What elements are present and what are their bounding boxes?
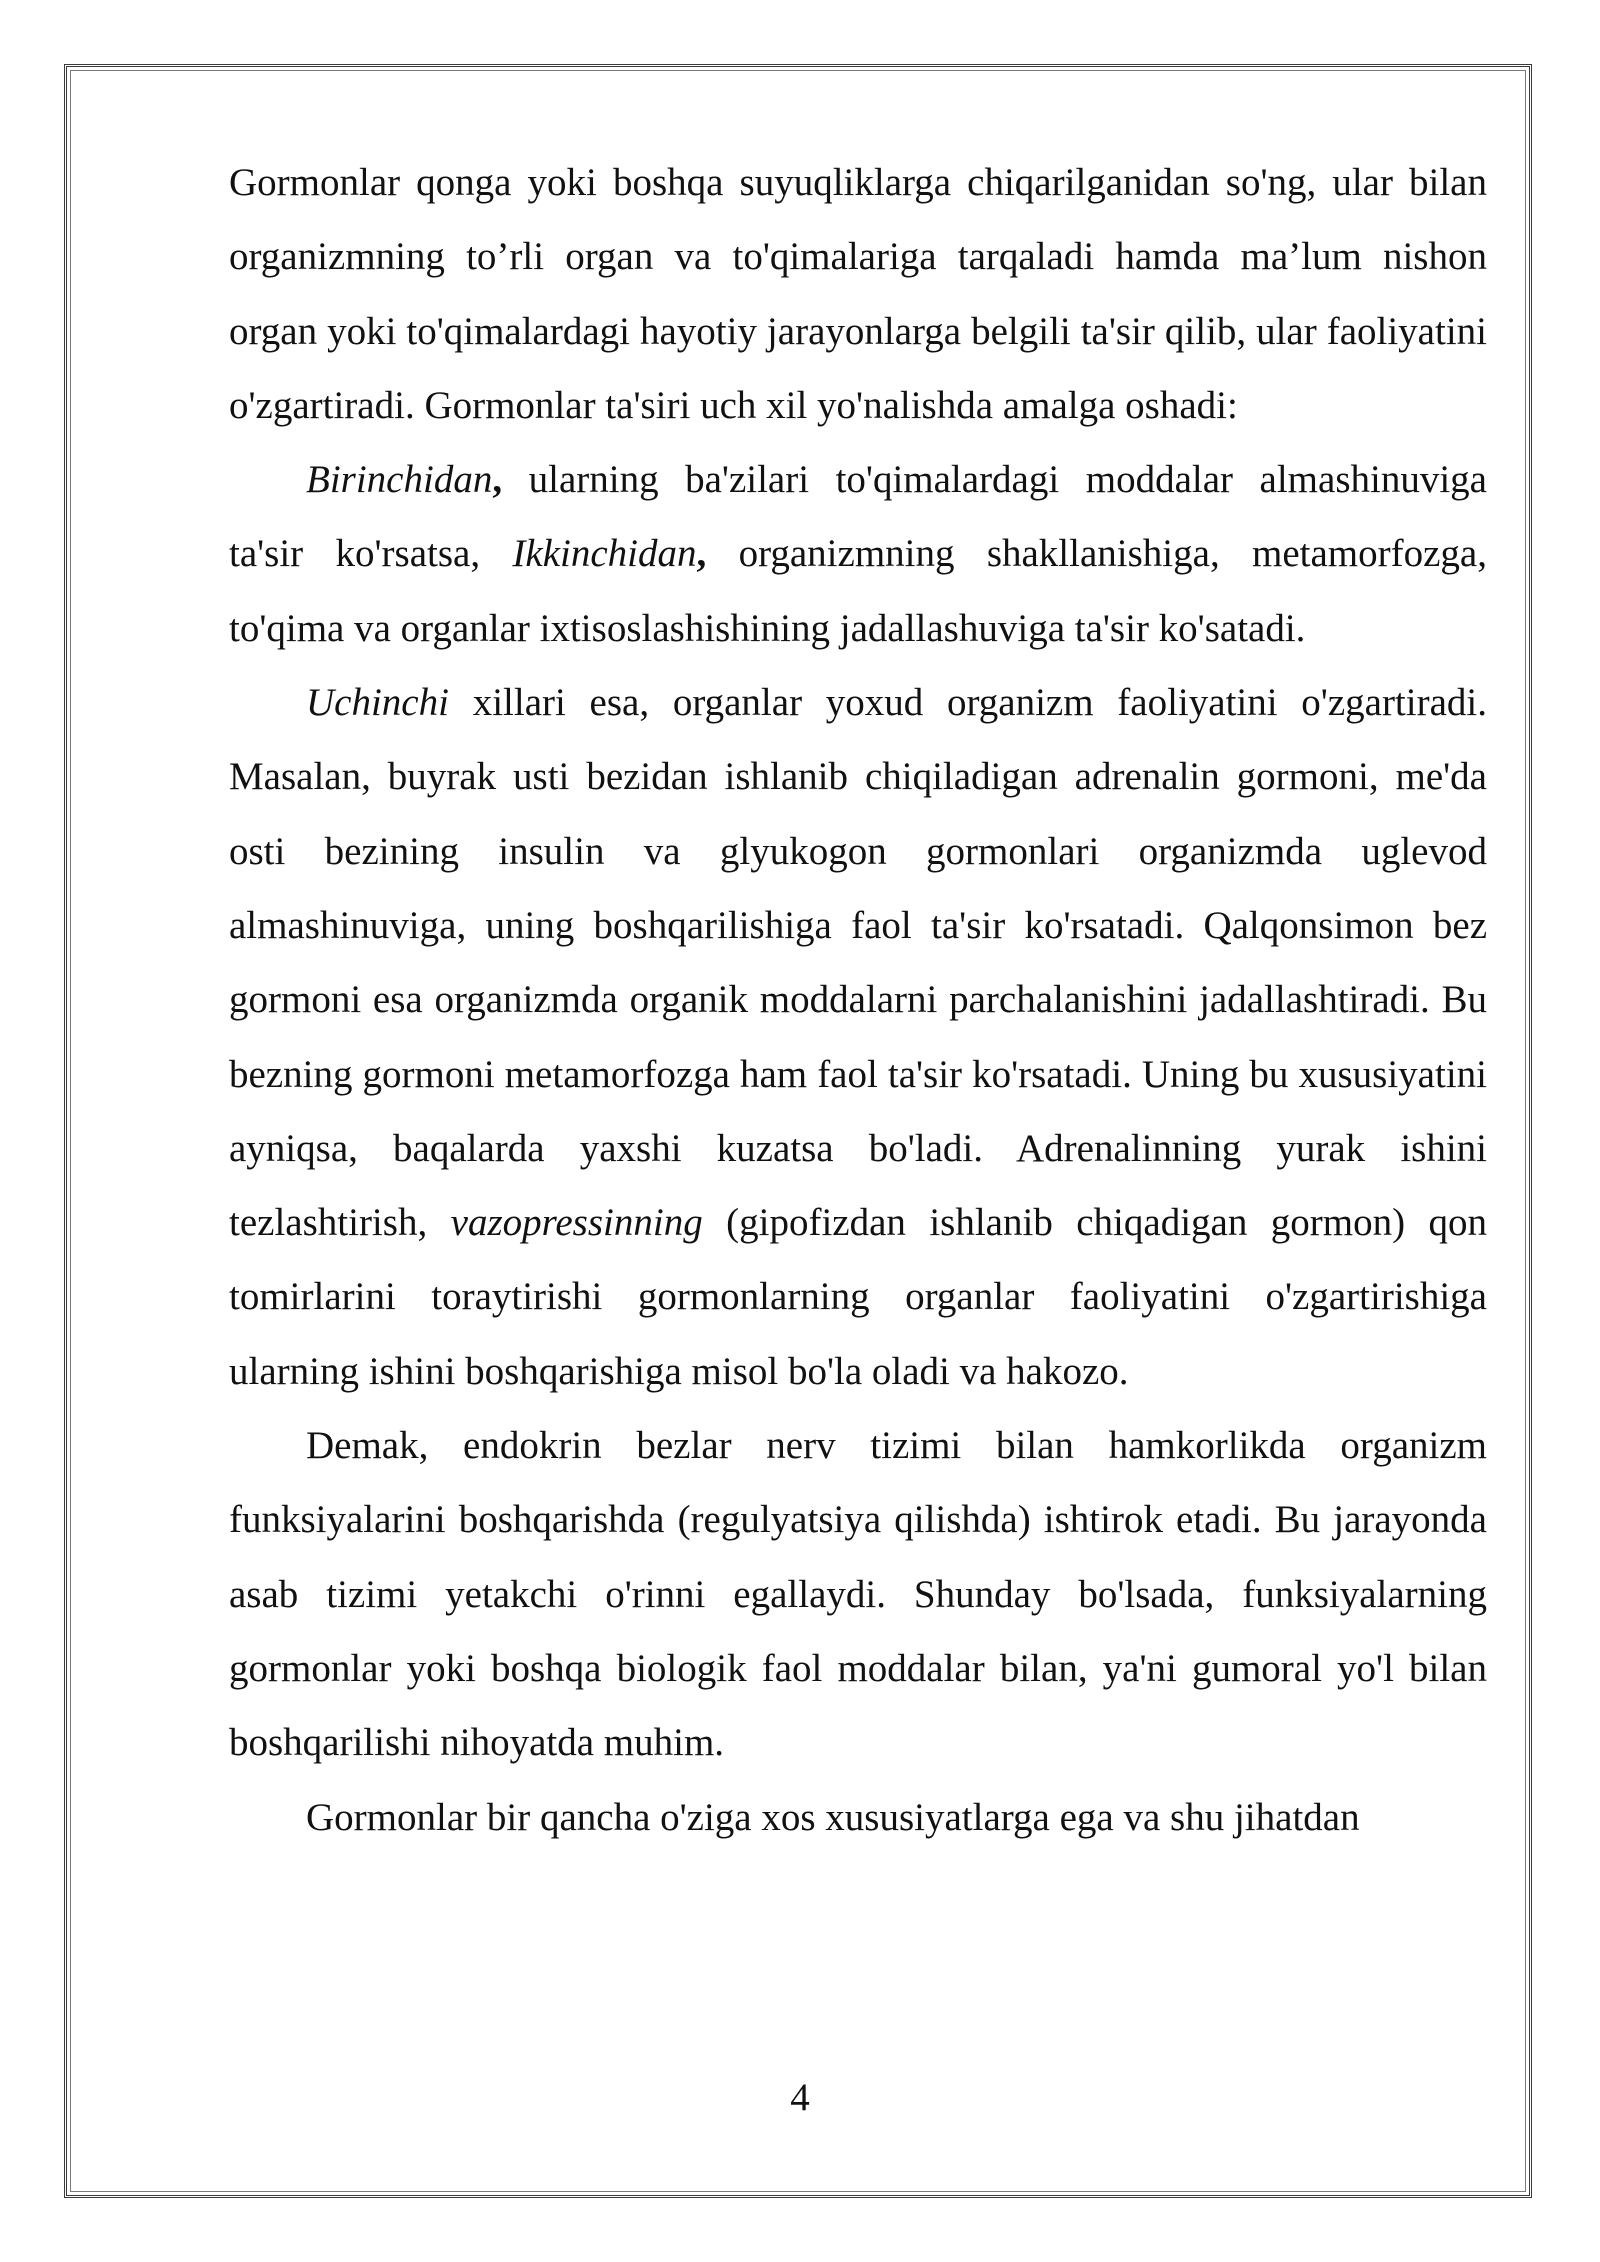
paragraph-1: Gormonlar qonga yoki boshqa suyuqliklarga chiqarilganidan so'ng, ular bilan organizmning to’rli organ va to'qimalariga tarqaladi hamda ma’lum nishon organ yoki to'qimalardagi hayotiy jarayonlarga belgili ta'sir qilib, ular faoliyatini o'zgartiradi. Gormonlar ta'siri uch xil yo'nalishda amalga oshadi: xyxy=(229,161,1487,427)
page-number: 4 xyxy=(790,2076,810,2119)
emphasis-ikkinchidan: Ikkinchidan xyxy=(512,532,697,576)
paragraph-3-text-a: xillari esa, organlar yoxud organizm faoliyatini o'zgartiradi. Masalan, buyrak usti bezidan ishlanib chiqiladigan adrenalin gormoni, me'da osti bezining insulin va glyukogon gormonlari organizmda uglevod almashinuviga, uning boshqarilishiga faol ta'sir ko'rsatadi. Qalqonsimon bez gormoni esa organizmda organik moddalarni parchalanishini jadallashtiradi. Bu bezning gormoni metamorfozga ham faol ta'sir ko'rsatadi. Uning bu xususiyatini ayniqsa, baqalarda yaxshi kuzatsa bo'ladi. Adrenalinning yurak ishini tezlashtirish, xyxy=(229,681,1487,1245)
paragraph-2-text-a: ularning ba'zilari to'qimalardagi moddalar almashinuviga ta'sir ko'rsatsa, xyxy=(229,458,1487,576)
emphasis-uchinchi: Uchinchi xyxy=(306,681,449,725)
document-body xyxy=(229,146,1487,1855)
bold-comma: , xyxy=(492,458,503,502)
paragraph-5: Gormonlar bir qancha o'ziga xos xususiyatlarga ega va shu jihatdan xyxy=(306,1795,1360,1839)
paragraph-2 xyxy=(229,443,1487,666)
paragraph-3 xyxy=(229,666,1487,1409)
emphasis-birinchidan: Birinchidan xyxy=(306,458,493,502)
bold-comma: , xyxy=(696,532,707,576)
paragraph-2-text-b: organizmning shakllanishiga, metamorfozga, to'qima va organlar ixtisoslashishining jadallashuviga ta'sir ko'satadi. xyxy=(229,532,1487,650)
paragraph-4: Demak, endokrin bezlar nerv tizimi bilan hamkorlikda organizm funksiyalarini boshqarishda (regulyatsiya qilishda) ishtirok etadi. Bu jarayonda asab tizimi yetakchi o'rinni egallaydi. Shunday bo'lsada, funksiyalarning gormonlar yoki boshqa biologik faol moddalar bilan, ya'ni gumoral yo'l bilan boshqarilishi nihoyatda muhim. xyxy=(229,1424,1487,1765)
emphasis-vazopressinning: vazopressinning xyxy=(450,1201,703,1245)
paragraph-3-text-b: (gipofizdan ishlanib chiqadigan gormon) qon tomirlarini toraytirishi gormonlarning organlar faoliyatini o'zgartirishiga ularning ishini boshqarishiga misol bo'la oladi va hakozo. xyxy=(229,1201,1488,1393)
